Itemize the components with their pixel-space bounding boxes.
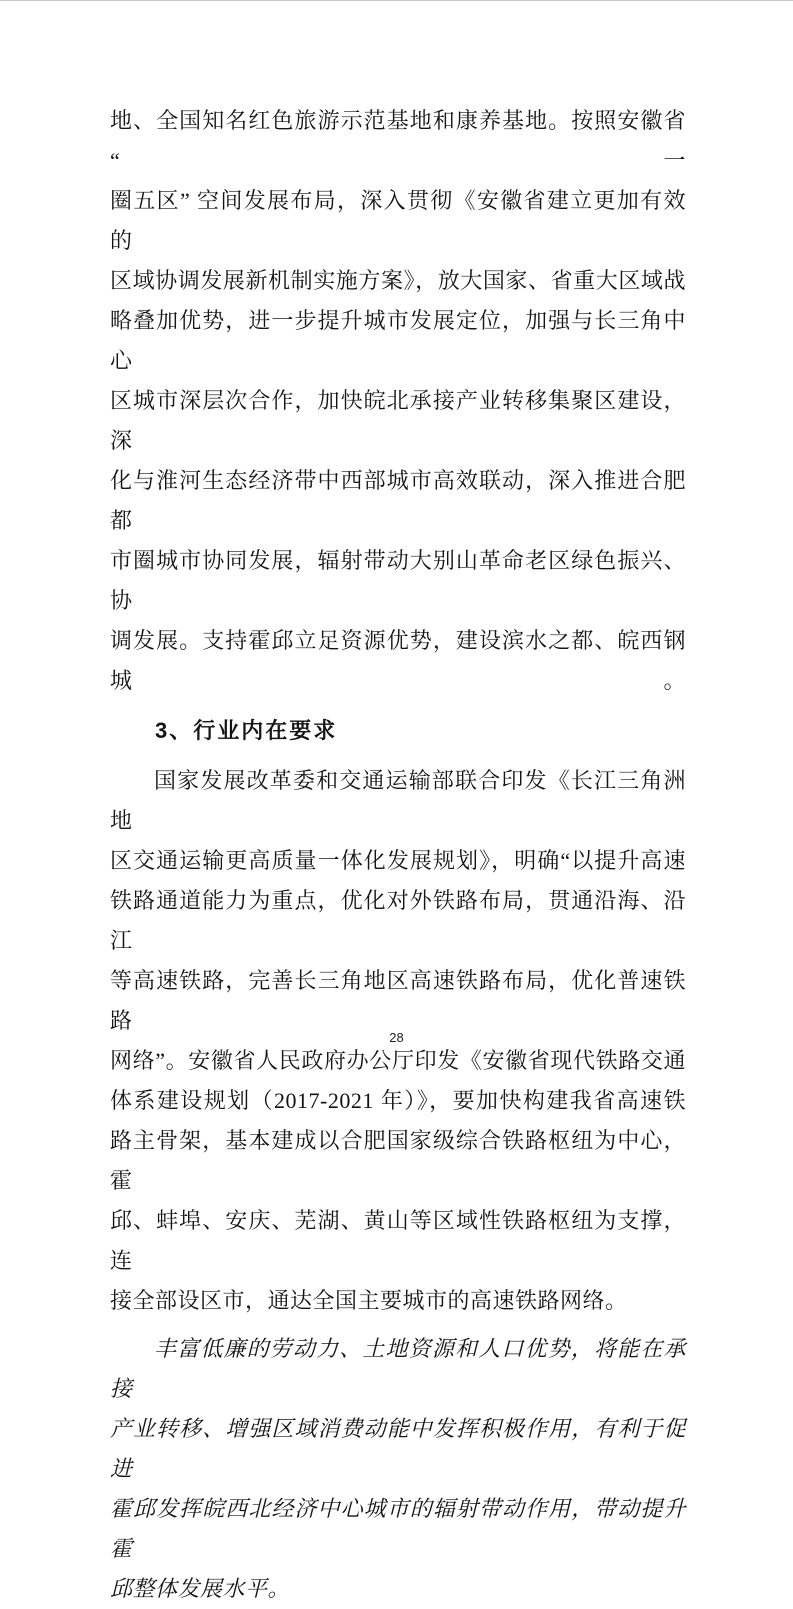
paragraph-line: 邱整体发展水平。 xyxy=(110,1576,291,1601)
paragraph-line: 区域协调发展新机制实施方案》，放大国家、省重大区域战 xyxy=(110,268,686,293)
paragraph-line: 圈五区” 空间发展布局，深入贯彻《安徽省建立更加有效的 xyxy=(110,188,686,253)
paragraph-line: 体系建设规划（2017-2021 年）》，要加快构建我省高速铁 xyxy=(110,1088,686,1113)
paragraph-line: 霍邱发挥皖西北经济中心城市的辐射带动作用，带动提升霍 xyxy=(110,1496,686,1561)
paragraph-line: 铁路通道能力为重点，优化对外铁路布局，贯通沿海、沿江 xyxy=(110,888,686,953)
paragraph-line: 网络”。安徽省人民政府办公厅印发《安徽省现代铁路交通 xyxy=(110,1048,686,1073)
paragraph-line: 等高速铁路，完善长三角地区高速铁路布局，优化普速铁路 xyxy=(110,968,686,1033)
paragraph-regional-strategy xyxy=(110,101,686,701)
paragraph-line: 产业转移、增强区域消费动能中发挥积极作用，有利于促进 xyxy=(110,1416,686,1481)
paragraph-line: 化与淮河生态经济带中西部城市高效联动，深入推进合肥都 xyxy=(110,468,686,533)
paragraph-line: 地、全国知名红色旅游示范基地和康养基地。按照安徽省“一 xyxy=(110,108,686,173)
paragraph-labor-advantages xyxy=(110,1329,686,1609)
paragraph-line: 区交通运输更高质量一体化发展规划》，明确“以提升高速 xyxy=(110,848,686,873)
page-body xyxy=(110,101,686,1609)
paragraph-line: 接全部设区市，通达全国主要城市的高速铁路网络。 xyxy=(110,1288,628,1313)
section-heading: 3、行业内在要求 xyxy=(155,718,338,743)
paragraph-line: 略叠加优势，进一步提升城市发展定位，加强与长三角中心 xyxy=(110,308,686,373)
paragraph-line: 市圈城市协同发展，辐射带动大别山革命老区绿色振兴、协 xyxy=(110,548,686,613)
page-number: 28 xyxy=(389,1030,404,1045)
paragraph-line: 邱、蚌埠、安庆、芜湖、黄山等区域性铁路枢纽为支撑，连 xyxy=(110,1208,686,1273)
paragraph-line: 国家发展改革委和交通运输部联合印发《长江三角洲地 xyxy=(110,768,686,833)
page-top-edge-divider xyxy=(0,0,793,1)
paragraph-line: 区城市深层次合作，加快皖北承接产业转移集聚区建设，深 xyxy=(110,388,686,453)
paragraph-line: 丰富低廉的劳动力、土地资源和人口优势，将能在承接 xyxy=(110,1336,686,1401)
paragraph-line: 调发展。支持霍邱立足资源优势，建设滨水之都、皖西钢城。 xyxy=(110,628,686,693)
paragraph-line: 路主骨架，基本建成以合肥国家级综合铁路枢纽为中心，霍 xyxy=(110,1128,686,1193)
